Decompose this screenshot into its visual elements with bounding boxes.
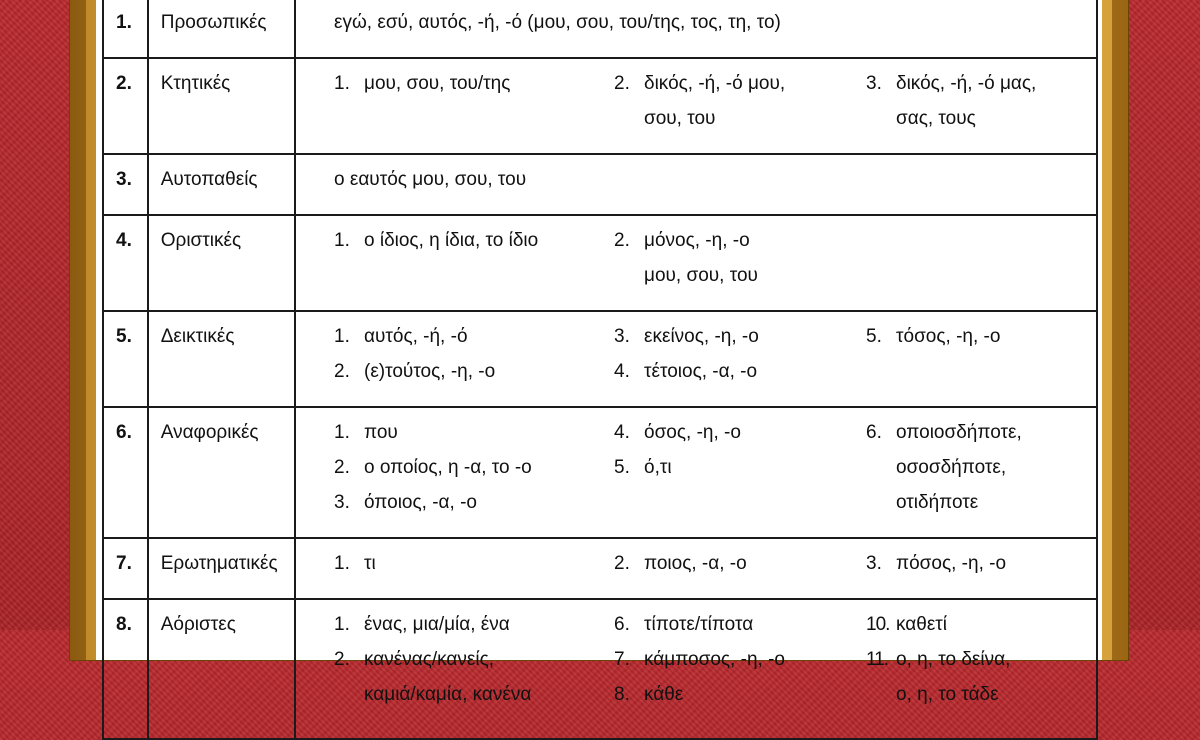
forms-column-3 — [866, 326, 1096, 396]
row-forms — [295, 407, 1097, 538]
forms-line: 1. που — [334, 422, 398, 443]
forms-line: 4. τέτοιος, -α, -ο — [614, 361, 758, 382]
row-number: 3. — [103, 154, 148, 215]
pronoun-table — [102, 0, 1098, 740]
forms-column-3 — [866, 553, 1096, 588]
forms-column-1 — [334, 230, 614, 300]
row-category: Αυτοπαθείς — [148, 154, 295, 215]
forms-line: 1. μου, σου, του/της — [334, 73, 511, 94]
row-forms — [295, 58, 1097, 154]
forms-line: 2. δικός, -ή, -ό μου, — [614, 73, 786, 94]
row-number: 2. — [103, 58, 148, 154]
row-number: 1. — [103, 0, 148, 58]
table-row — [103, 538, 1097, 599]
forms-line: 5. τόσος, -η, -ο — [866, 326, 1001, 347]
forms-line: ο, η, το τάδε — [896, 684, 999, 705]
forms-line: οσοσδήποτε, — [896, 457, 1007, 478]
row-number: 7. — [103, 538, 148, 599]
forms-line: 6. οποιοσδήποτε, — [866, 422, 1022, 443]
row-forms — [295, 215, 1097, 311]
forms-line: 11. ο, η, το δείνα, — [866, 649, 1011, 670]
forms-line: 1. τι — [334, 553, 376, 574]
forms-column-3 — [866, 73, 1096, 143]
forms-line: 2. μόνος, -η, -ο — [614, 230, 750, 251]
forms-line: μου, σου, του — [644, 265, 758, 286]
row-number: 6. — [103, 407, 148, 538]
forms-column-1 — [334, 422, 614, 527]
forms-line: 3. δικός, -ή, -ό μας, — [866, 73, 1037, 94]
forms-column-3 — [866, 422, 1096, 527]
row-category: Αόριστες — [148, 599, 295, 739]
table-row — [103, 58, 1097, 154]
forms-line: σας, τους — [896, 108, 976, 129]
forms-line: 5. ό,τι — [614, 457, 672, 478]
row-category: Ερωτηματικές — [148, 538, 295, 599]
row-forms — [295, 538, 1097, 599]
forms-line: 10. καθετί — [866, 614, 948, 635]
row-number: 4. — [103, 215, 148, 311]
row-category: Προσωπικές — [148, 0, 295, 58]
forms-line: ο εαυτός μου, σου, του — [334, 169, 527, 190]
table-row — [103, 311, 1097, 407]
table-row — [103, 599, 1097, 739]
forms-column-2 — [614, 553, 866, 588]
row-category: Δεικτικές — [148, 311, 295, 407]
forms-column-1 — [334, 326, 614, 396]
forms-column-1 — [334, 73, 614, 143]
row-category: Οριστικές — [148, 215, 295, 311]
row-number: 8. — [103, 599, 148, 739]
forms-line: 4. όσος, -η, -ο — [614, 422, 741, 443]
forms-line: 2. (ε)τούτος, -η, -ο — [334, 361, 496, 382]
table-row — [103, 215, 1097, 311]
forms-column-1 — [334, 553, 614, 588]
forms-line: 3. πόσος, -η, -ο — [866, 553, 1007, 574]
forms-line: 1. αυτός, -ή, -ό — [334, 326, 468, 347]
row-forms — [295, 154, 1097, 215]
forms-column-3 — [866, 230, 1096, 300]
table-row — [103, 154, 1097, 215]
forms-line: 2. ποιος, -α, -ο — [614, 553, 747, 574]
table-row — [103, 0, 1097, 58]
forms-line: καμιά/καμία, κανένα — [364, 684, 532, 705]
forms-column-2 — [614, 73, 866, 143]
table-row — [103, 407, 1097, 538]
forms-column-2 — [614, 422, 866, 527]
forms-line: σου, του — [644, 108, 716, 129]
forms-line: 1. ο ίδιος, η ίδια, το ίδιο — [334, 230, 539, 251]
row-number: 5. — [103, 311, 148, 407]
forms-line: 2. ο οποίος, η -α, το -ο — [334, 457, 532, 478]
forms-line: εγώ, εσύ, αυτός, -ή, -ό (μου, σου, του/της, τος, τη, το) — [334, 12, 781, 33]
row-forms — [295, 599, 1097, 739]
forms-line: 3. όποιος, -α, -ο — [334, 492, 477, 513]
forms-line: 6. τίποτε/τίποτα — [614, 614, 754, 635]
forms-line: οτιδήποτε — [896, 492, 979, 513]
row-category: Αναφορικές — [148, 407, 295, 538]
forms-line: 7. κάμποσος, -η, -ο — [614, 649, 785, 670]
row-forms — [295, 0, 1097, 58]
forms-column-2 — [614, 326, 866, 396]
row-forms — [295, 311, 1097, 407]
forms-line: 3. εκείνος, -η, -ο — [614, 326, 759, 347]
forms-line: 8. κάθε — [614, 684, 684, 705]
forms-column-2 — [614, 230, 866, 300]
forms-line: 2. κανένας/κανείς, — [334, 649, 495, 670]
row-category: Κτητικές — [148, 58, 295, 154]
forms-line: 1. ένας, μια/μία, ένα — [334, 614, 510, 635]
